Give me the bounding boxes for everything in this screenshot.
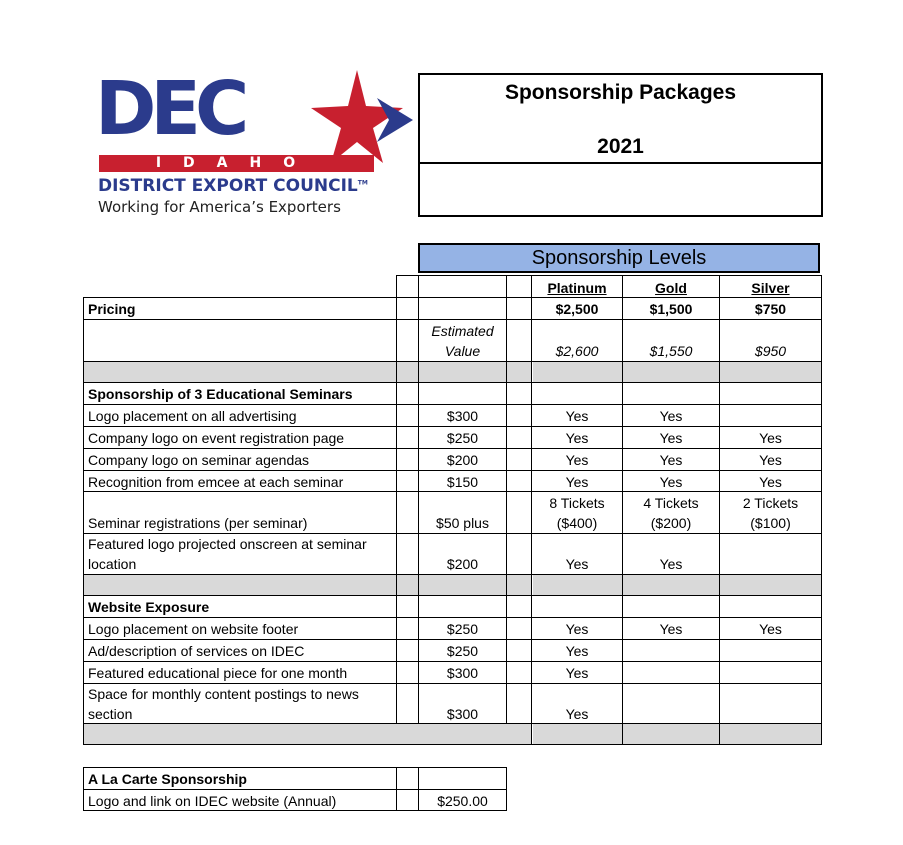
- title-divider: [420, 162, 821, 164]
- separator-row: [84, 575, 531, 595]
- value-silver: $950: [754, 343, 787, 359]
- price-platinum: $2,500: [555, 301, 599, 317]
- dec-logo: [95, 66, 415, 222]
- cell-gold-amount: ($200): [650, 515, 692, 531]
- pricing-label: Pricing: [88, 301, 136, 317]
- row-value: $50 plus: [436, 515, 489, 531]
- row-value: $150: [446, 474, 479, 490]
- estimated-label: Estimated: [431, 323, 494, 339]
- cell-gold: Yes: [659, 452, 683, 468]
- row-value: $300: [446, 706, 479, 722]
- alacarte-item: Logo and link on IDEC website (Annual): [88, 793, 337, 809]
- cell-gold: Yes: [659, 474, 683, 490]
- section-heading-seminars: Sponsorship of 3 Educational Seminars: [88, 386, 353, 402]
- separator-row: [84, 724, 531, 744]
- col-gold: Gold: [655, 280, 687, 296]
- cell-platinum: Yes: [565, 430, 589, 446]
- star-arrow-icon: [285, 68, 415, 168]
- logo-brand: DEC: [95, 66, 244, 152]
- cell-gold: Yes: [659, 430, 683, 446]
- row-item: Space for monthly content postings to news: [88, 686, 359, 702]
- page-year: 2021: [597, 135, 644, 158]
- cell-platinum: Yes: [565, 452, 589, 468]
- alacarte-heading: A La Carte Sponsorship: [88, 771, 247, 787]
- title-box: [418, 73, 823, 217]
- cell-silver: 2 Tickets: [742, 495, 799, 511]
- row-value: $200: [446, 452, 479, 468]
- cell-silver: Yes: [759, 452, 782, 468]
- logo-tagline: Working for America’s Exporters: [98, 198, 341, 216]
- row-item: Company logo on event registration page: [88, 430, 345, 446]
- price-silver: $750: [754, 301, 787, 317]
- cell-platinum: Yes: [565, 474, 589, 490]
- row-item: Featured logo projected onscreen at seminar: [88, 536, 367, 552]
- cell-platinum: Yes: [565, 706, 589, 722]
- row-item: Seminar registrations (per seminar): [88, 515, 308, 531]
- row-value: $250: [446, 621, 479, 637]
- col-silver: Silver: [751, 280, 790, 296]
- col-platinum: Platinum: [547, 280, 607, 296]
- page-title: Sponsorship Packages: [504, 81, 737, 104]
- price-gold: $1,500: [649, 301, 693, 317]
- row-item: Logo placement on all advertising: [88, 408, 297, 424]
- cell-platinum: Yes: [565, 665, 589, 681]
- cell-silver-amount: ($100): [750, 515, 791, 531]
- cell-silver: Yes: [759, 474, 782, 490]
- alacarte-value: $250.00: [437, 793, 488, 809]
- row-item: Logo placement on website footer: [88, 621, 299, 637]
- cell-gold: Yes: [659, 408, 683, 424]
- value-gold: $1,550: [649, 343, 693, 359]
- row-item: Company logo on seminar agendas: [88, 452, 310, 468]
- row-value: $250: [446, 430, 479, 446]
- row-value: $250: [446, 643, 479, 659]
- row-item-cont: section: [88, 706, 133, 722]
- value-platinum: $2,600: [555, 343, 599, 359]
- logo-state: IDAHO: [155, 155, 318, 171]
- cell-gold: 4 Tickets: [643, 495, 699, 511]
- cell-platinum: 8 Tickets: [549, 495, 605, 511]
- levels-banner: Sponsorship Levels: [418, 243, 820, 273]
- row-item: Recognition from emcee at each seminar: [88, 474, 344, 490]
- row-item: Ad/description of services on IDEC: [88, 643, 305, 659]
- row-value: $300: [446, 408, 479, 424]
- separator-row: [533, 362, 821, 382]
- separator-row: [533, 575, 821, 595]
- separator-row: [533, 724, 821, 744]
- row-value: $300: [446, 665, 479, 681]
- cell-platinum-amount: ($400): [556, 515, 598, 531]
- row-item: Featured educational piece for one month: [88, 665, 348, 681]
- cell-platinum: Yes: [565, 556, 589, 572]
- logo-council: DISTRICT EXPORT COUNCIL™: [98, 176, 368, 196]
- cell-platinum: Yes: [565, 643, 589, 659]
- value-label: Value: [444, 343, 481, 359]
- row-value: $200: [446, 556, 479, 572]
- section-heading-website: Website Exposure: [88, 599, 210, 615]
- cell-silver: Yes: [759, 621, 782, 637]
- cell-gold: Yes: [659, 556, 683, 572]
- separator-row: [84, 362, 531, 382]
- cell-platinum: Yes: [565, 408, 589, 424]
- row-item-cont: location: [88, 556, 137, 572]
- cell-gold: Yes: [659, 621, 683, 637]
- cell-platinum: Yes: [565, 621, 589, 637]
- cell-silver: Yes: [759, 430, 782, 446]
